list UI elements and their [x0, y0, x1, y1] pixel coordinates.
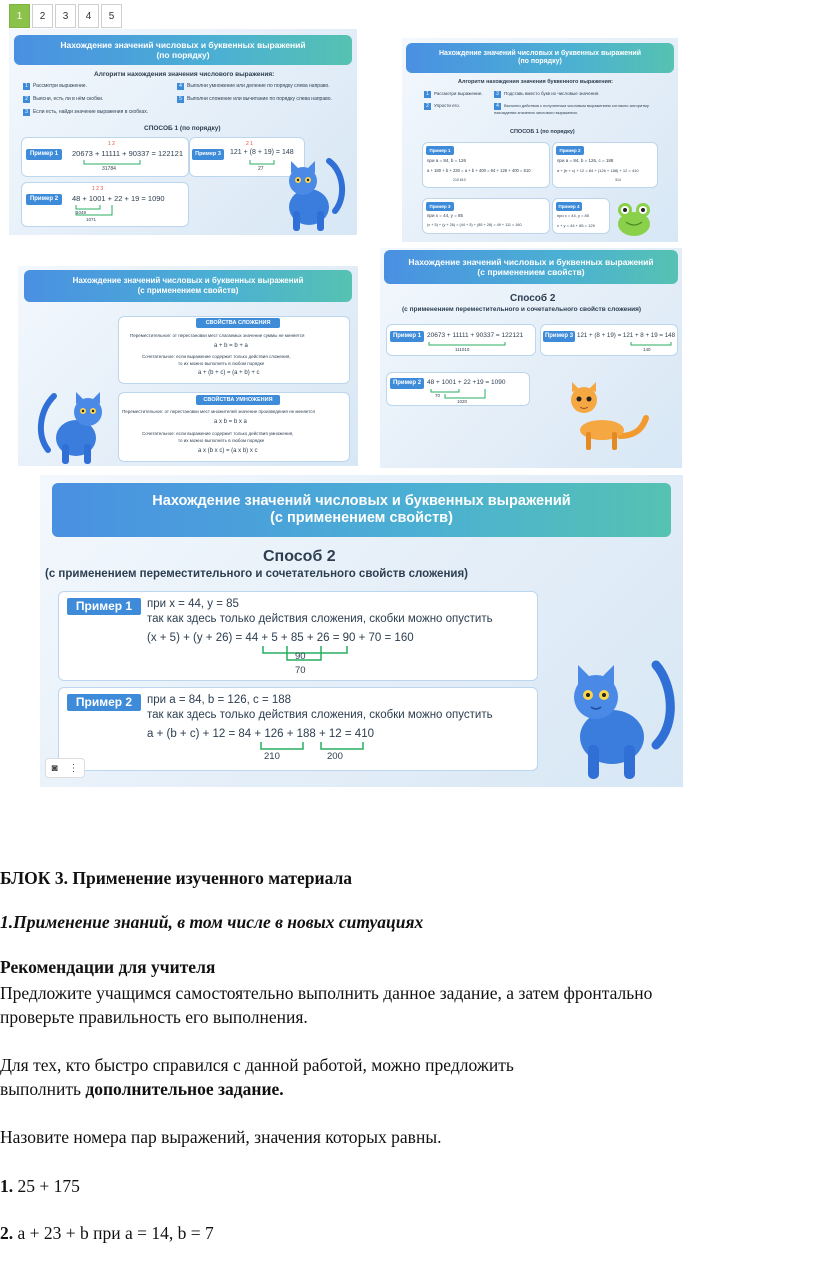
example-expression: (x + 5) + (y + 26) = (44 + 5) + (85 + 26) = 49 + 111 = 160: [427, 223, 522, 227]
method-title: СПОСОБ 1 (по порядку): [144, 125, 221, 132]
example-card: [58, 591, 538, 681]
order-marks: 1 2: [108, 141, 115, 147]
algorithm-step: [494, 103, 664, 115]
algorithm-step: [494, 91, 599, 98]
example-expression: 48 + 1001 + 22 +19 = 1090: [427, 379, 506, 386]
section-header: СВОЙСТВА СЛОЖЕНИЯ: [196, 318, 280, 328]
example-given: при a = 84, b = 126, c = 188: [557, 158, 614, 163]
slide-title-line1: Нахождение значений числовых и буквенных выражений: [60, 39, 306, 50]
property-text: Переместительное: от перестановки мест слагаемых значение суммы не меняется: [130, 333, 305, 338]
tab-4[interactable]: 4: [78, 4, 99, 28]
step-text: Рассмотри выражение.: [434, 91, 483, 96]
slide-title-line1: Нахождение значений числовых и буквенных выражений: [408, 256, 654, 267]
algorithm-step: [424, 103, 460, 110]
algorithm-step: [23, 109, 148, 116]
property-text: Переместительное: от перестановки мест множителей значение произведения не меняется: [122, 409, 315, 414]
slide-title-line2: (по порядку): [156, 50, 210, 60]
example-card: [422, 198, 550, 234]
example-card: [552, 142, 658, 188]
example-label: Пример 3: [426, 202, 454, 211]
slide-title-line2: (по порядку): [518, 58, 562, 65]
slide-title-line2: (с применением свойств): [270, 510, 453, 526]
step-text: Выполни умножение или деление по порядку слева направо.: [187, 83, 330, 89]
example-given: при x = 44, y = 85: [557, 213, 589, 218]
property-formula: a x b = b x a: [214, 419, 247, 425]
example-label: Пример 3: [543, 331, 575, 342]
slide-2: [402, 38, 678, 242]
paragraph-line: проверьте правильность его выполнения.: [0, 1007, 308, 1027]
example-card: [386, 372, 530, 406]
slide-title-line1: Нахождение значений числовых и буквенных выражений: [439, 49, 641, 57]
example-label: Пример 2: [556, 146, 584, 155]
property-formula: a + (b + c) = (a + b) + c: [198, 370, 260, 376]
intermediate-result: 27: [258, 166, 264, 172]
example-label: Пример 1: [67, 598, 141, 615]
list-item: [0, 1223, 214, 1244]
image-toolbar: [45, 758, 85, 778]
paragraph-line: [0, 1079, 284, 1100]
intermediate-result: 1020: [457, 399, 468, 404]
property-formula: a x (b x c) = (a x b) x c: [198, 448, 258, 454]
intermediate-result: 210 610: [453, 178, 466, 182]
item-number: 2.: [0, 1223, 14, 1243]
slide-title: [24, 270, 352, 302]
property-text: то их можно выполнять в любом порядке: [178, 361, 265, 366]
example-given: при x = 44, y = 85: [427, 213, 463, 218]
step-number: 5: [177, 96, 184, 103]
bracket-line: [629, 342, 673, 347]
example-note: так как здесь только действия сложения, скобки можно опустить: [147, 613, 493, 625]
algorithm-step: [23, 96, 103, 103]
step-text: Выполни действия с полученным числовым выражением согласно алгоритму нахождения значения числового выражения.: [494, 103, 649, 115]
step-text: Выполни сложение или вычитание по порядку слева направо.: [187, 96, 332, 102]
algorithm-step: [177, 83, 330, 90]
example-expression: a + (b + c) + 12 = 84 + 126 + 188 + 12 = 410: [147, 728, 374, 740]
step-text: Упрости его.: [434, 103, 460, 108]
slide-title: [406, 43, 674, 73]
cat-mascot-image: [560, 635, 680, 783]
algorithm-step: [177, 96, 332, 103]
cat-mascot-image: [277, 141, 349, 233]
slide-title: [384, 250, 678, 284]
slide-5: [40, 475, 683, 787]
slide-1: [9, 29, 357, 235]
algorithm-step: [23, 83, 87, 90]
step-number: 1: [23, 83, 30, 90]
example-label: Пример 1: [390, 331, 424, 342]
step-number: 4: [494, 103, 501, 110]
example-label: Пример 1: [26, 149, 62, 160]
tab-3[interactable]: 3: [55, 4, 76, 28]
slide-title-line2: (с применением свойств): [477, 267, 585, 277]
item-expression: a + 23 + b при a = 14, b = 7: [13, 1223, 214, 1243]
example-note: так как здесь только действия сложения, скобки можно опустить: [147, 709, 493, 721]
example-given: при x = 44, y = 85: [147, 598, 239, 610]
example-label: Пример 4: [556, 202, 582, 211]
step-number: 1: [424, 91, 431, 98]
order-marks: 2 1: [246, 141, 253, 147]
step-number: 2: [23, 96, 30, 103]
example-expression: x + y = 44 + 85 = 129: [557, 223, 595, 228]
section-header: СВОЙСТВА УМНОЖЕНИЯ: [196, 395, 280, 405]
more-options-icon[interactable]: ⋮: [68, 762, 79, 774]
intermediate-result: 200: [327, 751, 343, 762]
step-text: Рассмотри выражение.: [33, 83, 87, 89]
slide-title-line2: (с применением свойств): [137, 286, 239, 295]
step-number: 3: [23, 109, 30, 116]
example-expression: a + 180 + b + 230 = a + b + 400 = 84 + 126 + 400 = 610: [427, 168, 531, 173]
property-text: Сочетательное: если выражение содержит только действия умножения,: [142, 431, 294, 436]
example-card: [552, 198, 610, 234]
intermediate-result: 140: [643, 347, 651, 352]
intermediate-result: 210: [264, 751, 280, 762]
block-title: БЛОК 3. Применение изученного материала: [0, 868, 353, 888]
intermediate-result: 314: [615, 178, 621, 182]
intermediate-result: 31784: [102, 166, 116, 172]
example-expression: 48 + 1001 + 22 + 19 = 1090: [72, 194, 165, 203]
example-card: [21, 182, 189, 227]
step-number: 3: [494, 91, 501, 98]
example-expression: 20673 + 11111 + 90337 = 122121: [72, 149, 184, 158]
example-given: при a = 84, b = 126, c = 188: [147, 694, 292, 706]
property-text: Сочетательное: если выражение содержит только действия сложения,: [142, 354, 291, 359]
method-title: Способ 2: [263, 548, 336, 565]
bracket-line: [261, 646, 351, 666]
slide-title-line1: Нахождение значений числовых и буквенных выражений: [152, 492, 571, 509]
intermediate-result: 70: [295, 665, 306, 676]
step-number: 2: [424, 103, 431, 110]
intermediate-result: 1071: [86, 217, 97, 222]
example-expression: (x + 5) + (y + 26) = 44 + 5 + 85 + 26 = 90 + 70 = 160: [147, 632, 414, 644]
example-label: Пример 3: [192, 149, 224, 160]
slide-title: [14, 35, 352, 65]
slide-tabs: [9, 4, 122, 28]
step-text: Подставь вместо букв их числовые значения.: [504, 91, 600, 96]
task-text: Назовите номера пар выражений, значения которых равны.: [0, 1127, 442, 1147]
fox-mascot-image: [562, 378, 652, 454]
order-marks: 1 2 3: [92, 186, 104, 192]
algorithm-step: [424, 91, 483, 98]
example-card: [58, 687, 538, 771]
example-label: Пример 2: [26, 194, 62, 205]
item-number: 1.: [0, 1176, 14, 1196]
tab-1[interactable]: 1: [9, 4, 30, 28]
method-subtitle: (с применением переместительного и сочетательного свойств сложения): [402, 306, 642, 313]
algorithm-title: Алгоритм нахождения значения числового выражения:: [94, 71, 275, 78]
intermediate-result: 90: [295, 651, 306, 662]
intermediate-result: 1049: [76, 210, 87, 215]
tab-5[interactable]: 5: [101, 4, 122, 28]
example-label: Пример 2: [390, 378, 424, 389]
item-expression: 25 + 175: [13, 1176, 80, 1196]
paragraph-line: Предложите учащимся самостоятельно выполнить данное задание, а затем фронтально: [0, 983, 653, 1003]
example-card: [386, 324, 536, 356]
section-title: 1.Применение знаний, в том числе в новых ситуациях: [0, 912, 424, 932]
example-given: при a = 84, b = 126: [427, 158, 466, 163]
intermediate-result: 70: [435, 393, 441, 398]
step-text: Выясни, есть ли в нём скобки.: [33, 96, 104, 102]
frog-mascot-image: [612, 196, 656, 238]
additional-task-text: дополнительное задание.: [85, 1079, 284, 1099]
example-expression: 121 + (8 + 19) = 148: [230, 149, 294, 156]
camera-icon[interactable]: ◙: [51, 762, 58, 774]
slide-title-line1: Нахождение значений числовых и буквенных выражений: [72, 276, 304, 286]
list-item: [0, 1176, 80, 1197]
recommendations-heading: Рекомендации для учителя: [0, 957, 216, 977]
intermediate-result: 111010: [455, 347, 470, 352]
property-formula: a + b = b + a: [214, 343, 248, 349]
tab-2[interactable]: 2: [32, 4, 53, 28]
cat-mascot-image: [34, 372, 114, 466]
method-title: СПОСОБ 1 (по порядку): [510, 129, 575, 135]
example-label: Пример 1: [426, 146, 454, 155]
example-expression: 20673 + 11111 + 90337 = 122121: [427, 332, 524, 339]
paragraph-line: Для тех, кто быстро справился с данной работой, можно предложить: [0, 1055, 514, 1075]
step-number: 4: [177, 83, 184, 90]
example-expression: a + (b + c) + 12 = 84 + (126 + 188) + 12 = 410: [557, 168, 639, 173]
slide-4: [380, 248, 682, 468]
step-text: Если есть, найди значение выражения в скобках.: [33, 109, 149, 115]
paragraph-text: выполнить: [0, 1079, 86, 1099]
example-card: [21, 137, 189, 177]
slide-title: [52, 483, 671, 537]
example-card: [540, 324, 678, 356]
method-title: Способ 2: [510, 293, 556, 304]
slide-3: [18, 266, 358, 466]
method-subtitle: (с применением переместительного и сочетательного свойств сложения): [45, 568, 469, 580]
example-card: [422, 142, 550, 188]
algorithm-title: Алгоритм нахождения значения буквенного выражения:: [458, 79, 613, 85]
property-text: то их можно выполнять в любом порядке: [178, 438, 265, 443]
example-label: Пример 2: [67, 694, 141, 711]
example-expression: 121 + (8 + 19) = 121 + 8 + 19 = 148: [577, 332, 676, 339]
